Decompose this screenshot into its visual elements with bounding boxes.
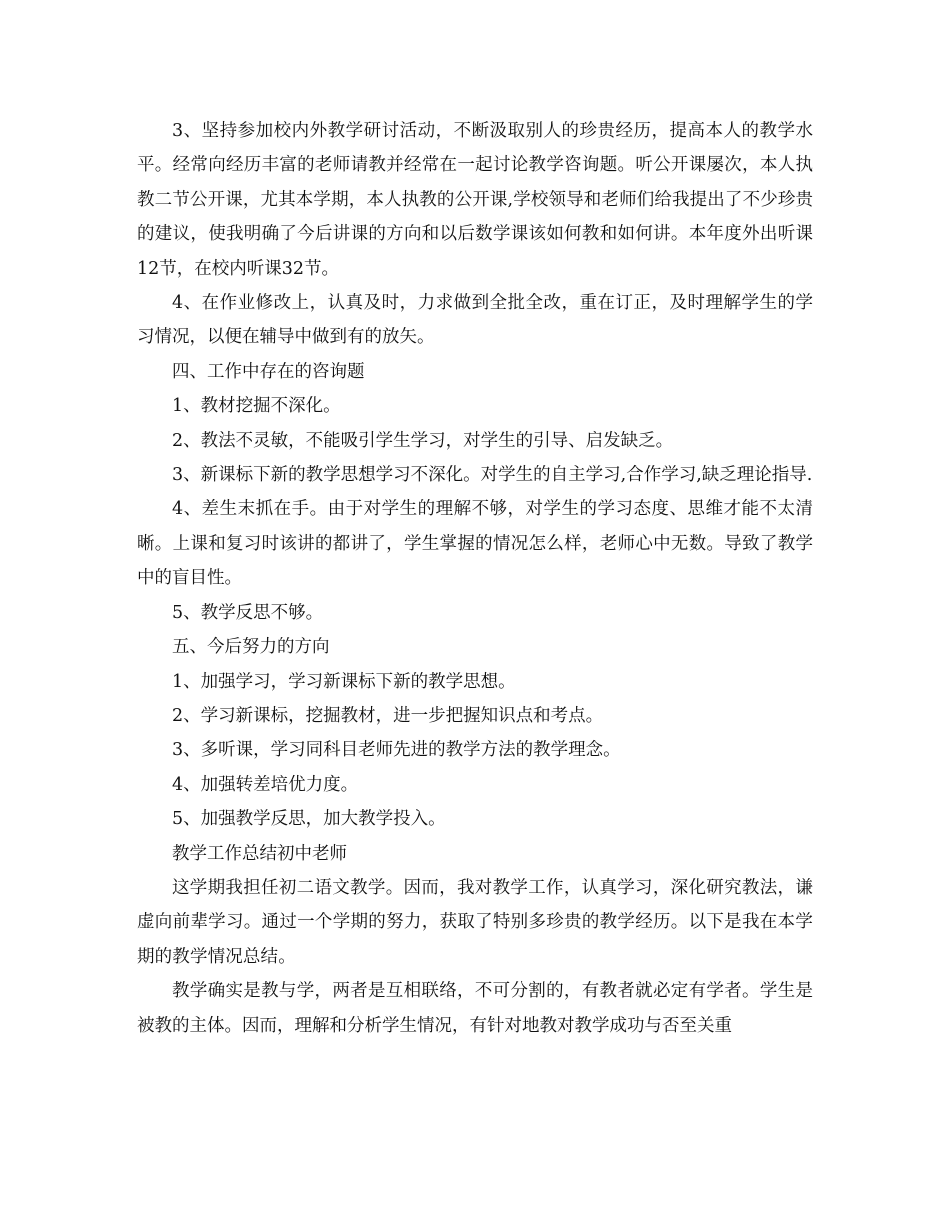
paragraph-item-3-research: 3、坚持参加校内外教学研讨活动，不断汲取别人的珍贵经历，提高本人的教学水平。经常向经历丰富的老师请教并经常在一起讨论教学咨询题。听公开课屡次，本人执教二节公开课，尤其本学期，本人执教的公开课,学校领导和老师们给我提出了不少珍贵的建议，使我明确了今后讲课的方向和以后数学课该如何教和如何讲。本年度外出听课12节，在校内听课32节。 [137,121,813,279]
direction-item-4: 4、加强转差培优力度。 [172,774,359,795]
direction-item-2: 2、学习新课标，挖掘教材，进一步把握知识点和考点。 [172,705,604,726]
problem-item-1: 1、教材挖掘不深化。 [172,396,341,417]
article-title: 教学工作总结初中老师 [172,843,347,864]
section-heading-future-direction: 五、今后努力的方向 [172,637,330,658]
problem-item-4: 4、差生末抓在手。由于对学生的理解不够，对学生的学习态度、思维才能不太清晰。上课和复习时该讲的都讲了，学生掌握的情况怎么样，老师心中无数。导致了教学中的盲目性。 [137,499,813,589]
intro-paragraph: 这学期我担任初二语文教学。因而，我对教学工作，认真学习，深化研究教法，谦虚向前辈学习。通过一个学期的努力，获取了特别多珍贵的教学经历。以下是我在本学期的教学情况总结。 [137,877,813,967]
problem-item-5: 5、教学反思不够。 [172,602,324,623]
paragraph-item-4-homework: 4、在作业修改上，认真及时，力求做到全批全改，重在订正，及时理解学生的学习情况，以便在辅导中做到有的放矢。 [137,293,813,348]
document-body [137,114,813,1043]
direction-item-3: 3、多听课，学习同科目老师先进的教学方法的教学理念。 [172,740,621,761]
direction-item-5: 5、加强教学反思，加大教学投入。 [172,809,446,830]
problem-item-3: 3、新课标下新的教学思想学习不深化。对学生的自主学习,合作学习,缺乏理论指导. [172,465,813,486]
section-heading-problems: 四、工作中存在的咨询题 [172,361,365,382]
direction-item-1: 1、加强学习，学习新课标下新的教学思想。 [172,671,516,692]
problem-item-2: 2、教法不灵敏，不能吸引学生学习，对学生的引导、启发缺乏。 [172,430,674,451]
body-paragraph: 教学确实是教与学，两者是互相联络，不可分割的，有教者就必定有学者。学生是被教的主体。因而，理解和分析学生情况，有针对地教对教学成功与否至关重 [137,981,813,1036]
